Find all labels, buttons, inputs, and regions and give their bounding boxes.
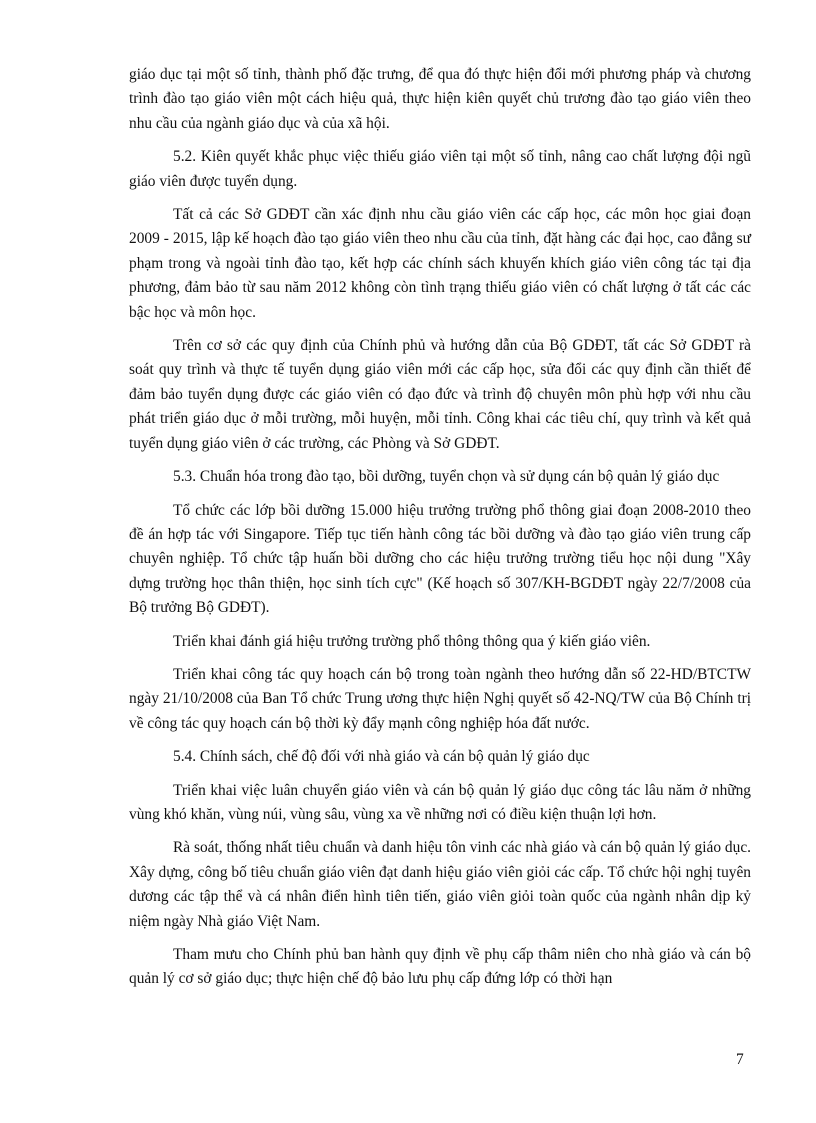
- heading-5-4: 5.4. Chính sách, chế độ đối với nhà giáo và cán bộ quản lý giáo dục: [173, 748, 590, 766]
- paragraph-12: Tham mưu cho Chính phủ ban hành quy định về phụ cấp thâm niên cho nhà giáo và cán bộ quản lý cơ sở giáo dục; thực hiện chế độ bảo lưu phụ cấp đứng lớp có thời hạn: [129, 946, 751, 988]
- paragraph-3: Tất cả các Sở GDĐT cần xác định nhu cầu giáo viên các cấp học, các môn học giai đoạn 2009 - 2015, lập kế hoạch đào tạo giáo viên theo nhu cầu của tỉnh, đặt hàng các đại học, cao đẳng sư phạm trong và ngoài tỉnh đào tạo, kết hợp các chính sách khuyến khích giáo viên công tác tại địa phương, đảm bảo từ sau năm 2012 không còn tình trạng thiếu giáo viên có chất lượng ở tất các các bậc học và môn học.: [129, 206, 751, 321]
- heading-5-2: 5.2. Kiên quyết khắc phục việc thiếu giáo viên tại một số tỉnh, nâng cao chất lượng đội ngũ giáo viên được tuyển dụng.: [129, 148, 751, 190]
- paragraph-11: Rà soát, thống nhất tiêu chuẩn và danh hiệu tôn vinh các nhà giáo và cán bộ quản lý giáo dục. Xây dựng, công bố tiêu chuẩn giáo viên đạt danh hiệu giáo viên giỏi các cấp. Tổ chức hội nghị tuyên dương các tập thể và cá nhân điển hình tiên tiến, giáo viên giỏi toàn quốc của ngành nhân dịp kỷ niệm ngày Nhà giáo Việt Nam.: [129, 839, 751, 930]
- paragraph-10: Triển khai việc luân chuyển giáo viên và cán bộ quản lý giáo dục công tác lâu năm ở những vùng khó khăn, vùng núi, vùng sâu, vùng xa về những nơi có điều kiện thuận lợi hơn.: [129, 781, 751, 823]
- page-body: [129, 63, 751, 1001]
- paragraph-8: Triển khai công tác quy hoạch cán bộ trong toàn ngành theo hướng dẫn số 22-HD/BTCTW ngày 21/10/2008 của Ban Tổ chức Trung ương thực hiện Nghị quyết số 42-NQ/TW của Bộ Chính trị về công tác quy hoạch cán bộ thời kỳ đẩy mạnh công nghiệp hóa đất nước.: [129, 665, 751, 732]
- paragraph-1: giáo dục tại một số tỉnh, thành phố đặc trưng, để qua đó thực hiện đổi mới phương pháp và chương trình đào tạo giáo viên một cách hiệu quả, thực hiện kiên quyết chủ trương đào tạo giáo viên theo nhu cầu của ngành giáo dục và của xã hội.: [129, 66, 751, 132]
- page-number: 7: [736, 1051, 744, 1068]
- paragraph-7: Triển khai đánh giá hiệu trưởng trường phổ thông thông qua ý kiến giáo viên.: [173, 632, 651, 650]
- paragraph-4: Trên cơ sở các quy định của Chính phủ và hướng dẫn của Bộ GDĐT, tất các Sở GDĐT rà soát quy trình và thực tế tuyển dụng giáo viên mới các cấp học, sửa đổi các quy định cần thiết để đảm bảo tuyển dụng được các giáo viên có đạo đức và trình độ chuyên môn phù hợp với nhu cầu phát triển giáo dục ở mỗi trường, mỗi huyện, mỗi tỉnh. Công khai các tiêu chí, quy trình và kết quả tuyển dụng giáo viên ở các trường, các Phòng và Sở GDĐT.: [129, 337, 751, 452]
- paragraph-6: Tổ chức các lớp bồi dưỡng 15.000 hiệu trưởng trường phổ thông giai đoạn 2008-2010 theo đề án hợp tác với Singapore. Tiếp tục tiến hành công tác bồi dưỡng và đào tạo giáo viên trung cấp chuyên nghiệp. Tổ chức tập huấn bồi dưỡng cho các hiệu trưởng trường tiểu học nội dung "Xây dựng trường học thân thiện, học sinh tích cực" (Kế hoạch số 307/KH-BGDĐT ngày 22/7/2008 của Bộ trưởng Bộ GDĐT).: [129, 501, 751, 617]
- heading-5-3: 5.3. Chuẩn hóa trong đào tạo, bồi dưỡng, tuyển chọn và sử dụng cán bộ quản lý giáo dục: [173, 468, 720, 486]
